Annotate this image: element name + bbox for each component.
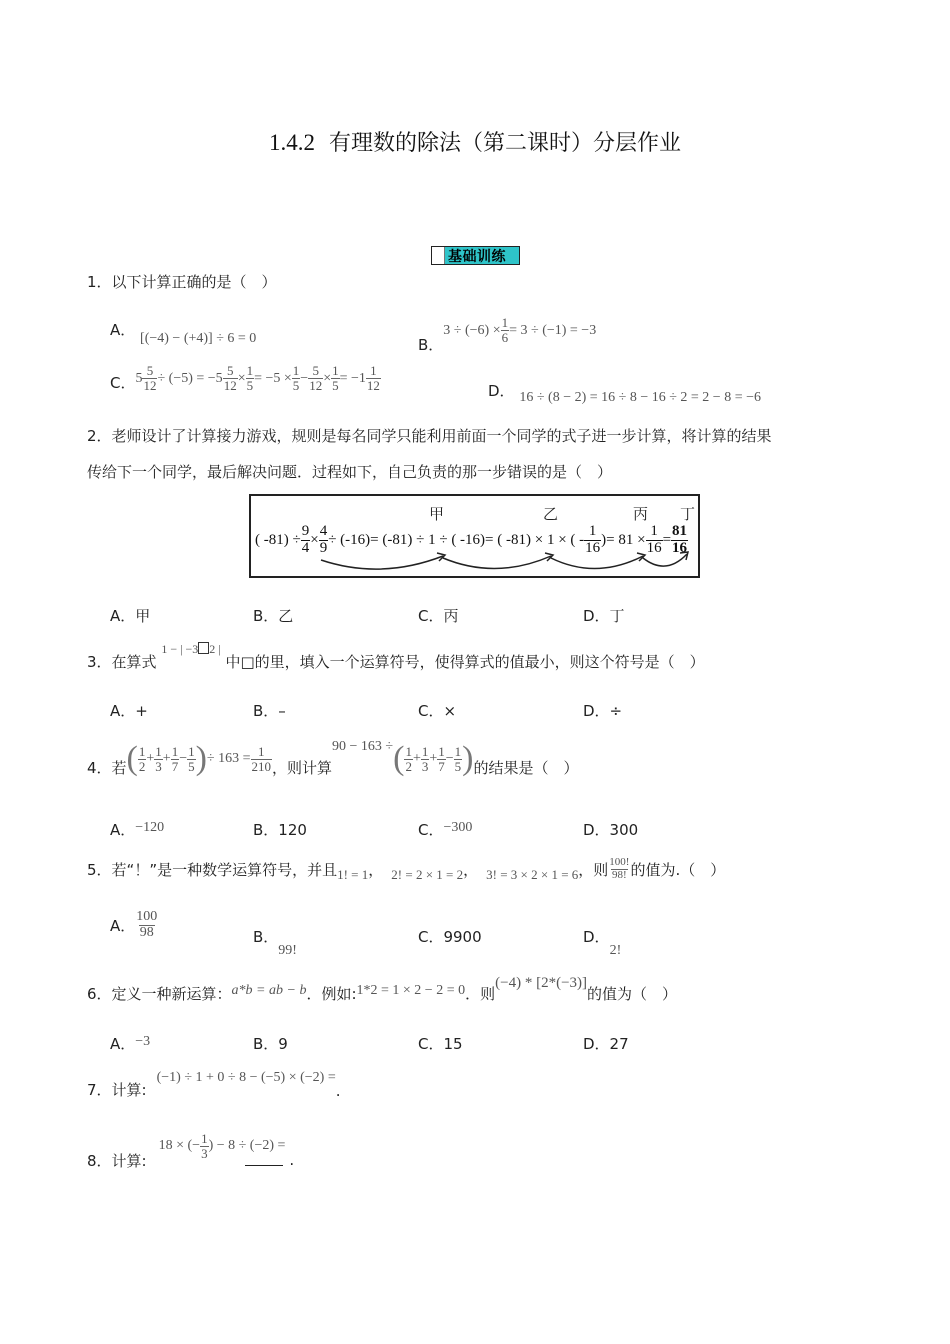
q1-option-c[interactable]: C． 5 $\frac{5}{12}$ ÷ (−5) = −5 $\frac{5}{12}$ × $\frac{1}{5}$ = −5 × $\frac{1}{5}$ − $\frac{5}{12}$ × $\frac{1}{5}$ = −1 $\frac{1}{12}$ bbox=[110, 363, 380, 393]
q1-option-d[interactable]: D． 16 ÷ (8 − 2) = 16 ÷ 8 − 16 ÷ 2 = 2 − 8 = −6 bbox=[488, 382, 761, 405]
fraction: $\frac{9}{4}$ bbox=[301, 523, 310, 556]
q6-option-d[interactable]: D．27 bbox=[583, 1035, 629, 1053]
q3-stem: 3．在算式 $^{1 - | -3 2 |}$ 中□的里，填入一个运算符号，使得算式的值最小，则这个符号是（ ） bbox=[87, 642, 705, 671]
relay-chain-figure bbox=[249, 494, 700, 578]
q4-option-b[interactable]: B．120 bbox=[253, 821, 307, 839]
q3-option-d[interactable]: D．÷ bbox=[583, 702, 623, 720]
q4-option-d[interactable]: D．300 bbox=[583, 821, 639, 839]
q5-option-a[interactable]: A． $\frac{100}{98}$ bbox=[110, 909, 158, 940]
arrow-ding bbox=[643, 554, 687, 566]
q4-stem: 4．若 ( $\frac{1}{2}$ + $\frac{1}{3}$ + $\frac{1}{7}$ − $\frac{1}{5}$ ) ÷ 163 = $\frac{1}{210}$ ，则计算 90 − 163 ÷ ( $\frac{1}{2}$ + $\frac{1}{3}$ + $\frac{1}{7}$ − $\frac{1}{5}$ ) 的结果是（ ） bbox=[87, 739, 579, 777]
chain-label-yi: 乙 bbox=[543, 505, 559, 523]
section-marker bbox=[432, 247, 445, 264]
chain-label-bing: 丙 bbox=[633, 505, 649, 523]
q2-option-c[interactable]: C．丙 bbox=[418, 607, 459, 625]
q3-expression: 1 − | −3 2 | bbox=[161, 642, 221, 656]
fraction: $\frac{4}{9}$ bbox=[319, 523, 328, 556]
fraction: $\frac{1}{6}$ bbox=[501, 315, 509, 345]
q2-stem-line1: 2．老师设计了计算接力游戏，规则是每名同学只能利用前面一个同学的式子进一步计算，将计算的结果 bbox=[87, 427, 772, 445]
relay-arrows bbox=[251, 496, 702, 580]
blank-square-icon bbox=[198, 642, 209, 654]
relay-expression: ( -81) ÷ $\frac{9}{4}$ × $\frac{4}{9}$ ÷ (-16)= (-81) ÷ 1 ÷ ( -16)= ( -81) × 1 × ( - $\frac{1}{16}$ )= 81 × $\frac{1}{16}$ = $\frac{81}{16}$ bbox=[255, 523, 688, 556]
fraction: $\frac{1}{5}$ bbox=[332, 363, 339, 393]
fraction: $\frac{81}{16}$ bbox=[672, 523, 688, 556]
section-header bbox=[431, 246, 520, 265]
q8-answer-blank[interactable] bbox=[245, 1152, 283, 1166]
fraction: $\frac{1}{3}$ bbox=[421, 743, 429, 774]
q1-option-b[interactable]: B． 3 ÷ (−6) × $\frac{1}{6}$ = 3 ÷ (−1) = −3 bbox=[418, 315, 597, 354]
arrow-jia bbox=[321, 556, 443, 569]
q1-option-a[interactable]: A． [(−4) − (+4)] ÷ 6 = 0 bbox=[110, 321, 257, 346]
q2-option-d[interactable]: D．丁 bbox=[583, 607, 625, 625]
q1-d-expression: 16 ÷ (8 − 2) = 16 ÷ 8 − 16 ÷ 2 = 2 − 8 = −6 bbox=[519, 390, 761, 405]
title-text: 有理数的除法（第二课时）分层作业 bbox=[328, 131, 681, 156]
fraction: $\frac{1}{3}$ bbox=[201, 1130, 208, 1161]
q5-option-c[interactable]: C．9900 bbox=[418, 928, 482, 946]
fraction: $\frac{1}{5}$ bbox=[188, 743, 195, 774]
fraction: $\frac{5}{12}$ bbox=[143, 363, 157, 393]
fraction: $\frac{1}{2}$ bbox=[138, 743, 146, 774]
q1-stem: 1．以下计算正确的是（ ） bbox=[87, 273, 277, 291]
q2-option-b[interactable]: B．乙 bbox=[253, 607, 294, 625]
fraction: $\frac{100!}{98!}$ bbox=[609, 855, 630, 881]
q6-stem: 6．定义一种新运算： a*b = ab − b ．例如: 1*2 = 1 × 2 − 2 = 0 ．则 (−4) * [2*(−3)] 的值为（ ） bbox=[87, 974, 678, 1003]
q2-option-a[interactable]: A．甲 bbox=[110, 607, 151, 625]
fraction: $\frac{1}{16}$ bbox=[585, 523, 601, 556]
arrow-yi bbox=[443, 556, 551, 569]
fraction: $\frac{1}{12}$ bbox=[366, 363, 380, 393]
q1-b-expression: 3 ÷ (−6) × bbox=[443, 322, 501, 338]
q8-stem: 8．计算: 18 × (− $\frac{1}{3}$ ) − 8 ÷ (−2) = . bbox=[87, 1130, 295, 1170]
q8-expression: 18 × (− bbox=[158, 1138, 201, 1153]
q7-expression: (−1) ÷ 1 + 0 ÷ 8 − (−5) × (−2) = bbox=[156, 1070, 336, 1085]
fraction: $\frac{1}{210}$ bbox=[251, 743, 272, 774]
q3-option-c[interactable]: C．× bbox=[418, 702, 457, 720]
fraction: $\frac{5}{12}$ bbox=[309, 363, 323, 393]
page-title bbox=[0, 126, 950, 157]
q6-option-c[interactable]: C．15 bbox=[418, 1035, 463, 1053]
fraction: $\frac{1}{5}$ bbox=[246, 363, 254, 393]
fraction: $\frac{5}{12}$ bbox=[223, 363, 237, 393]
fraction: $\frac{1}{3}$ bbox=[155, 743, 162, 774]
q4-option-a[interactable]: A．−120 bbox=[110, 820, 165, 839]
fraction: $\frac{100}{98}$ bbox=[136, 909, 158, 940]
q4-option-c[interactable]: C．−300 bbox=[418, 820, 473, 839]
section-label: 基础训练 bbox=[448, 248, 506, 265]
q3-option-a[interactable]: A．+ bbox=[110, 702, 148, 720]
q6-option-a[interactable]: A．−3 bbox=[110, 1034, 151, 1053]
fraction: $\frac{1}{2}$ bbox=[405, 743, 412, 774]
fraction: $\frac{1}{16}$ bbox=[646, 523, 662, 556]
chain-label-jia: 甲 bbox=[429, 505, 445, 523]
q6-option-b[interactable]: B．9 bbox=[253, 1035, 288, 1053]
fraction: $\frac{1}{5}$ bbox=[292, 363, 300, 393]
fraction: $\frac{1}{5}$ bbox=[454, 743, 462, 774]
q5-option-b[interactable]: B．99! bbox=[253, 928, 297, 958]
q1-a-expression: [(−4) − (+4)] ÷ 6 = 0 bbox=[140, 331, 257, 346]
fraction: $\frac{1}{7}$ bbox=[438, 743, 445, 774]
chain-label-ding: 丁 bbox=[680, 505, 696, 523]
title-number: 1.4.2 bbox=[268, 130, 315, 155]
q2-stem-line2: 传给下一个同学，最后解决问题．过程如下，自己负责的那一步错误的是（ ） bbox=[87, 463, 613, 481]
q7-answer-dot: . bbox=[335, 1082, 341, 1100]
arrow-bing bbox=[551, 556, 643, 569]
q5-option-d[interactable]: D．2! bbox=[583, 928, 622, 958]
q3-option-b[interactable]: B．– bbox=[253, 702, 286, 720]
fraction: $\frac{1}{7}$ bbox=[171, 743, 179, 774]
q5-stem: 5．若“！”是一种数学运算符号，并且 1! = 1 ， 2! = 2 × 1 = 2 ， 3! = 3 × 2 × 1 = 6 ，则 $\frac{100!}{98!}$ 的值为.（ ） bbox=[87, 855, 726, 882]
q7-stem: 7．计算: (−1) ÷ 1 + 0 ÷ 8 − (−5) × (−2) = . bbox=[87, 1070, 341, 1100]
